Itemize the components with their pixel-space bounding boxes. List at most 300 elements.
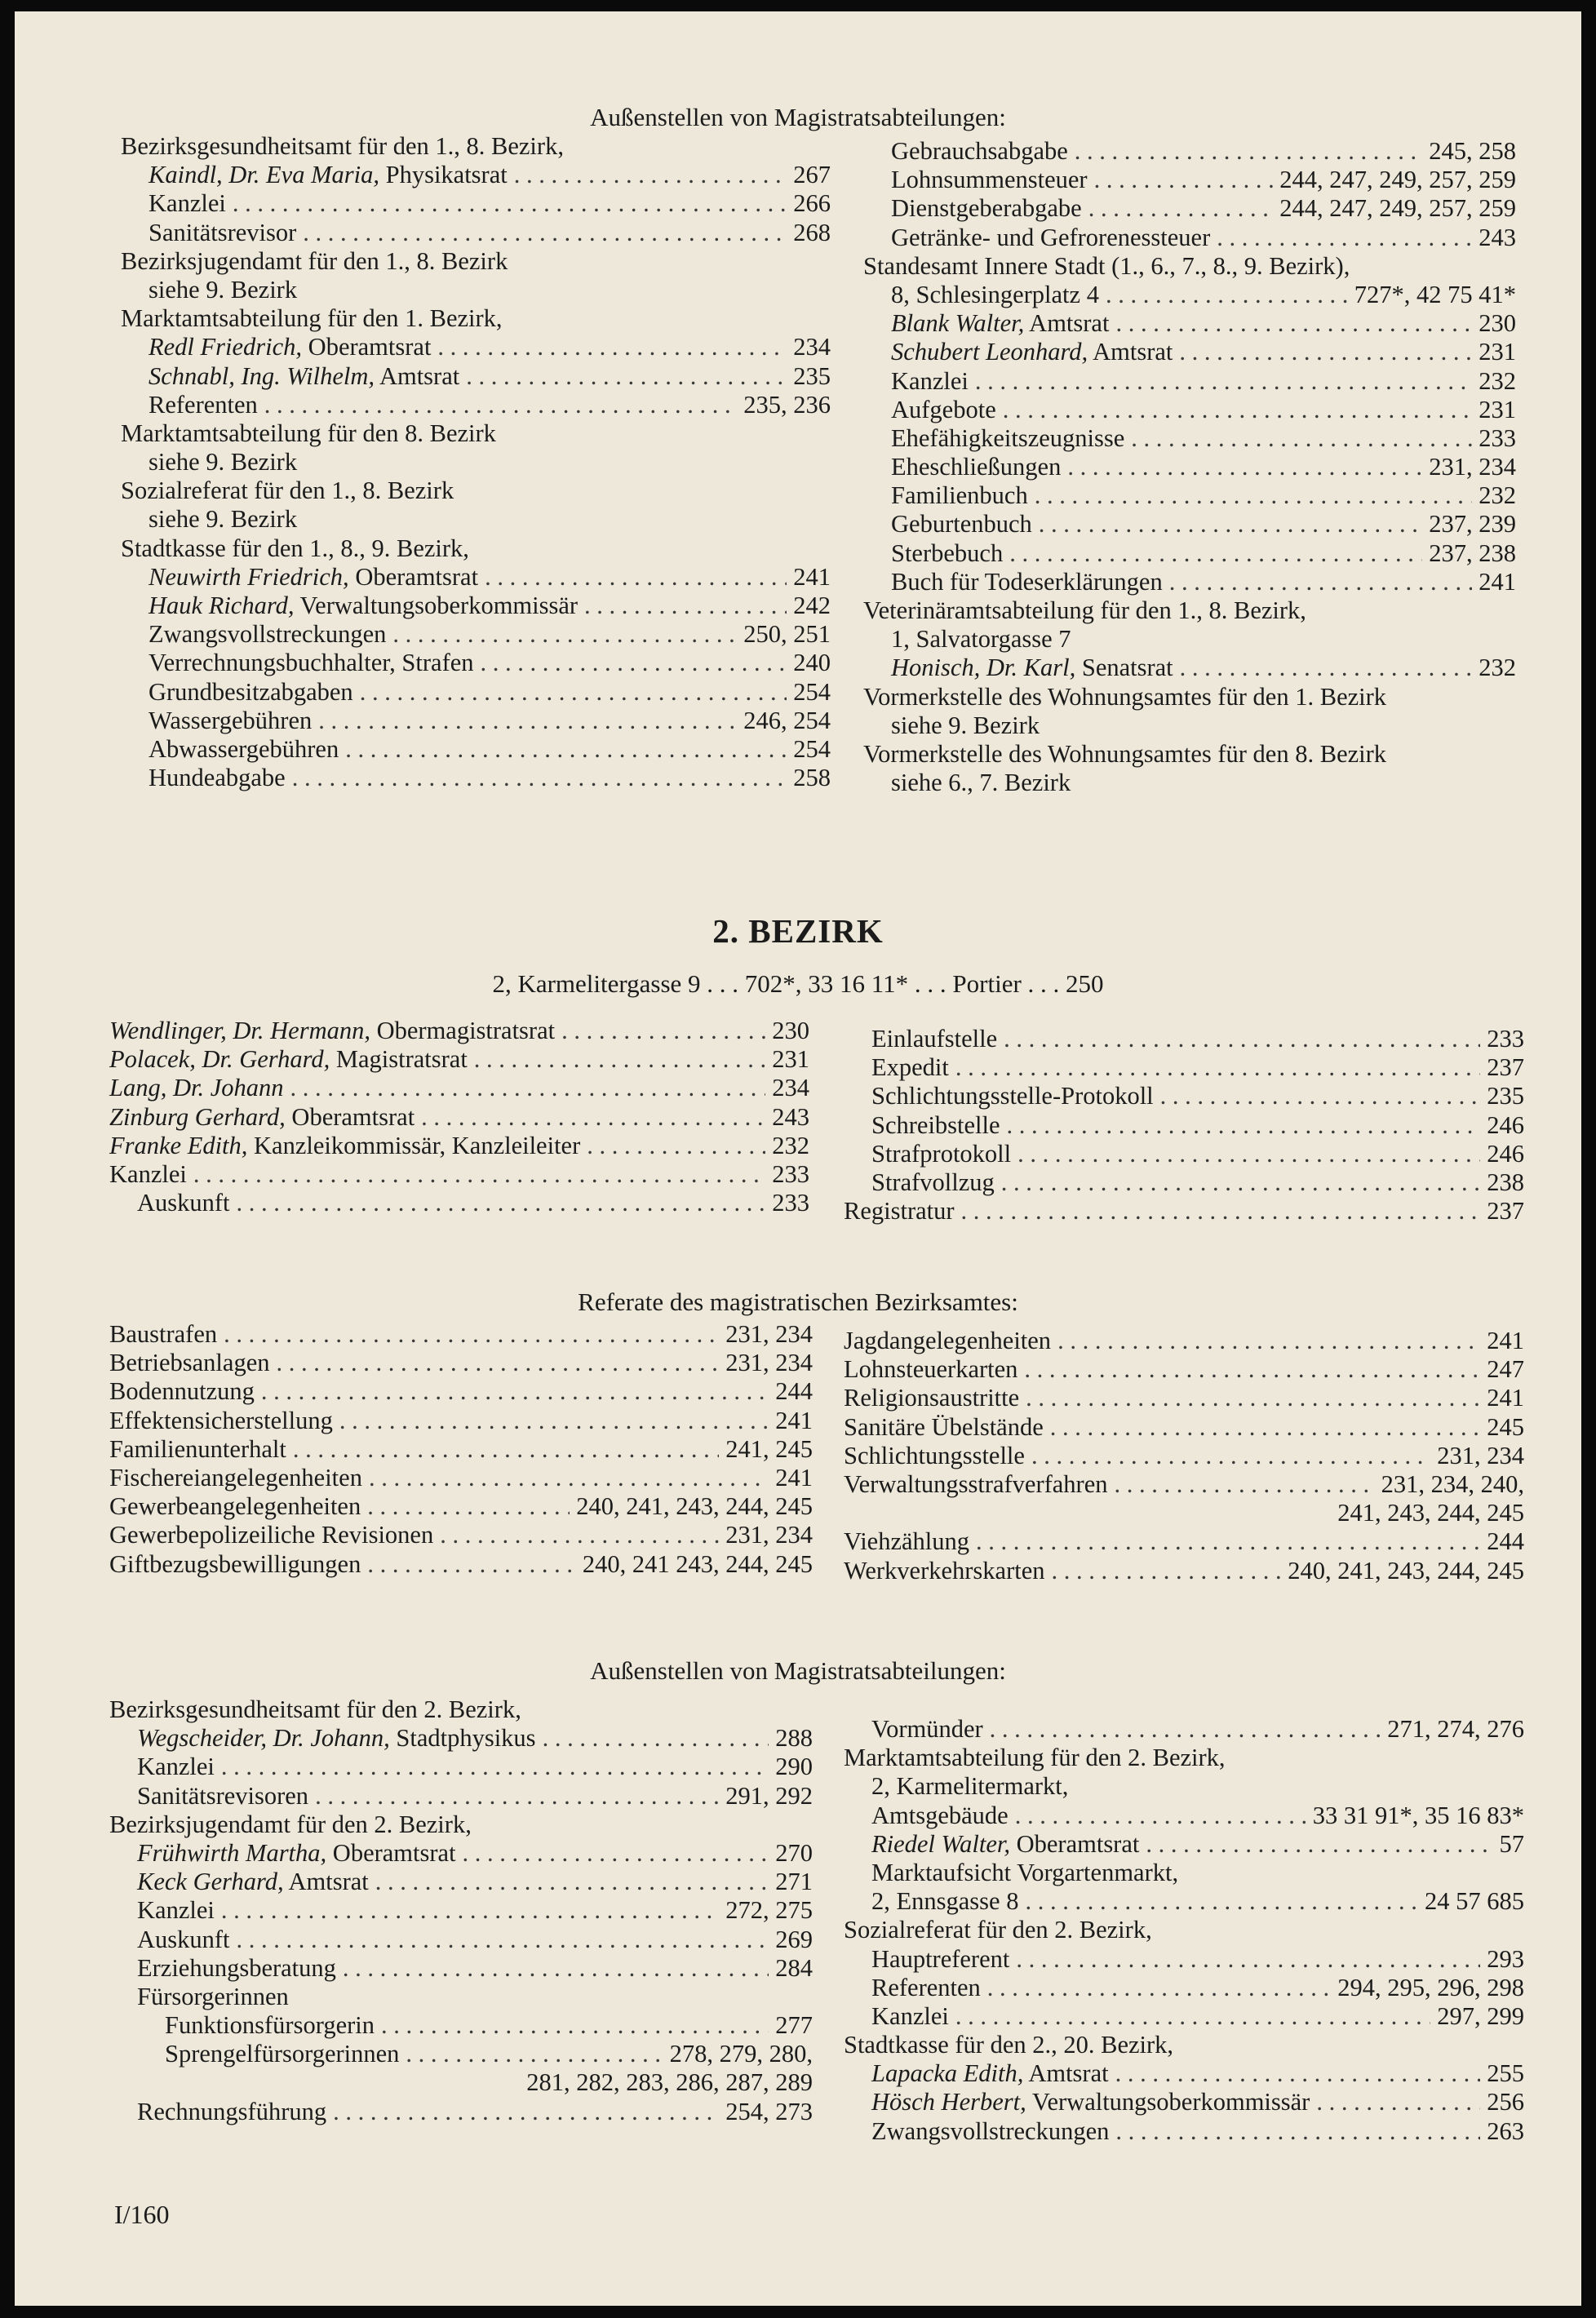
entry-label bbox=[109, 1320, 217, 1349]
entry-label bbox=[871, 1111, 1000, 1140]
entry-row bbox=[844, 1499, 1524, 1527]
entry-row bbox=[863, 252, 1516, 281]
entry-text: Lohnsteuerkarten bbox=[844, 1355, 1018, 1384]
entry-text: 2, Ennsgasse 8 bbox=[871, 1887, 1019, 1916]
entry-text: Oberamtsrat bbox=[326, 1838, 456, 1867]
entry-label bbox=[891, 396, 996, 424]
bottom-right-column bbox=[844, 1715, 1524, 2146]
dot-leader bbox=[1025, 1887, 1418, 1916]
entry-value: 231, 234 bbox=[725, 1349, 813, 1377]
entry-text: Effektensicherstellung bbox=[109, 1406, 333, 1434]
entry-text: Einlaufstelle bbox=[871, 1025, 998, 1053]
entry-value: 238 bbox=[1487, 1168, 1524, 1196]
entry-text: Vormerkstelle des Wohnungsamtes für den 8. Bezirk bbox=[863, 739, 1387, 768]
entry-text: Amtsrat bbox=[1023, 2059, 1109, 2088]
entry-text: siehe 9. Bezirk bbox=[149, 505, 298, 534]
entry-value: 241 bbox=[1487, 1384, 1524, 1412]
entry-label bbox=[891, 510, 1032, 539]
entry-label bbox=[871, 1082, 1154, 1110]
entry-label bbox=[844, 1916, 1152, 1943]
entry-text: Kanzlei bbox=[137, 1896, 215, 1925]
entry-value: 245 bbox=[1487, 1412, 1524, 1441]
top-right-column bbox=[863, 137, 1516, 797]
entry-label bbox=[871, 2059, 1109, 2088]
entry-text: Referenten bbox=[871, 1973, 981, 2001]
entry-text: Kanzlei bbox=[137, 1753, 215, 1781]
entry-label bbox=[149, 592, 578, 620]
entry-value: 241 bbox=[775, 1463, 813, 1491]
entry-value: 233 bbox=[1479, 423, 1516, 452]
entry-row bbox=[121, 764, 831, 792]
dot-leader bbox=[381, 2011, 769, 2040]
entry-text: Familienunterhalt bbox=[109, 1434, 286, 1463]
entry-row bbox=[863, 510, 1516, 539]
entry-text: Hauptreferent bbox=[871, 1944, 1010, 1973]
entry-text: Verwaltungsoberkommissär bbox=[1026, 2088, 1310, 2116]
dot-leader bbox=[955, 2002, 1430, 2031]
entry-label bbox=[109, 1045, 468, 1074]
entry-text: Sozialreferat für den 1., 8. Bezirk bbox=[121, 476, 454, 505]
entry-value: 246 bbox=[1487, 1110, 1524, 1139]
district-address: 2, Karmelitergasse 9 . . . 702*, 33 16 11* . . . Portier . . . 250 bbox=[492, 969, 1104, 998]
entry-value: 241 bbox=[1487, 1327, 1524, 1354]
entry-text: Abwassergebühren bbox=[149, 734, 339, 763]
entry-row bbox=[844, 1384, 1524, 1412]
entry-label bbox=[149, 764, 286, 792]
entry-row bbox=[109, 1189, 809, 1217]
entry-text: Gewerbepolizeiliche Revisionen bbox=[109, 1521, 434, 1549]
person-name: Riedel Walter, bbox=[871, 1829, 1010, 1858]
entry-label bbox=[149, 735, 339, 764]
entry-value: 231, 234 bbox=[725, 1521, 813, 1549]
person-name: Polacek, Dr. Gerhard, bbox=[109, 1045, 330, 1074]
dot-leader bbox=[233, 189, 787, 218]
entry-value: 231 bbox=[1479, 338, 1516, 366]
entry-row bbox=[844, 1527, 1524, 1556]
dot-leader bbox=[315, 1782, 719, 1811]
dot-leader bbox=[237, 1926, 769, 1954]
entry-row bbox=[109, 1550, 813, 1579]
person-name: Zinburg Gerhard, bbox=[109, 1102, 286, 1131]
entry-label bbox=[137, 1868, 369, 1896]
entry-text: Dienstgeberabgabe bbox=[891, 194, 1082, 223]
person-name: Wegscheider, Dr. Johann, bbox=[137, 1724, 390, 1753]
entry-row bbox=[863, 309, 1516, 338]
entry-row bbox=[863, 625, 1516, 654]
dot-leader bbox=[375, 1868, 769, 1896]
entry-label bbox=[109, 1492, 361, 1521]
dot-leader bbox=[584, 592, 787, 620]
entry-label bbox=[137, 1954, 336, 1983]
entry-text: Hundeabgabe bbox=[149, 764, 286, 792]
entry-text: Wassergebühren bbox=[149, 706, 313, 734]
entry-text: Zwangsvollstreckungen bbox=[149, 620, 387, 649]
entry-value: 243 bbox=[772, 1102, 809, 1131]
entry-row bbox=[109, 1435, 813, 1464]
entry-row bbox=[109, 1407, 813, 1435]
entry-value: 244, 247, 249, 257, 259 bbox=[1279, 194, 1516, 223]
person-name: Neuwirth Friedrich, bbox=[149, 562, 349, 591]
entry-label bbox=[121, 132, 564, 160]
entry-value: 232 bbox=[772, 1131, 809, 1159]
entry-text: Marktamtsabteilung für den 1. Bezirk, bbox=[121, 304, 503, 333]
entry-text: Sanitätsrevisoren bbox=[137, 1781, 309, 1810]
dot-leader bbox=[1039, 510, 1422, 539]
entry-label bbox=[891, 137, 1068, 166]
entry-label bbox=[109, 1377, 255, 1406]
entry-text: Stadtphysikus bbox=[389, 1724, 536, 1753]
entry-row bbox=[109, 2011, 813, 2040]
entry-text: siehe 9. Bezirk bbox=[149, 448, 298, 476]
entry-text: Bezirksgesundheitsamt für den 2. Bezirk, bbox=[109, 1695, 521, 1723]
entry-label bbox=[844, 1442, 1025, 1470]
entry-value: 234 bbox=[772, 1074, 809, 1102]
entry-row bbox=[863, 396, 1516, 424]
dot-leader bbox=[292, 764, 787, 792]
entry-row bbox=[109, 1695, 813, 1724]
entry-text: Sterbebuch bbox=[891, 539, 1004, 567]
entry-value: 256 bbox=[1487, 2088, 1524, 2116]
entry-text: 8, Schlesingerplatz 4 bbox=[891, 280, 1099, 308]
entry-row bbox=[844, 1744, 1524, 1772]
entry-row bbox=[121, 189, 831, 218]
entry-label bbox=[109, 1521, 433, 1549]
dot-leader bbox=[224, 1320, 719, 1349]
entry-text: Gebrauchsabgabe bbox=[891, 137, 1068, 165]
entry-row bbox=[109, 1983, 813, 2011]
dot-leader bbox=[360, 678, 787, 707]
entry-row bbox=[109, 1017, 809, 1045]
entry-value: 258 bbox=[793, 764, 831, 792]
entry-value: 245, 258 bbox=[1429, 137, 1516, 165]
entry-value: 230 bbox=[772, 1017, 809, 1044]
entry-label bbox=[149, 391, 258, 419]
entry-value: 254, 273 bbox=[725, 2097, 813, 2125]
dot-leader bbox=[1106, 281, 1348, 309]
entry-value: 255 bbox=[1487, 2059, 1524, 2088]
dot-leader bbox=[437, 333, 787, 361]
entry-value: 244 bbox=[1487, 1527, 1524, 1556]
entry-text: Auskunft bbox=[137, 1189, 230, 1217]
dot-leader bbox=[976, 1527, 1480, 1556]
entry-row bbox=[121, 735, 831, 764]
dot-leader bbox=[1160, 1082, 1481, 1110]
entry-label bbox=[871, 2002, 949, 2031]
entry-row bbox=[844, 1197, 1524, 1225]
entry-value: 240, 241, 243, 244, 245 bbox=[576, 1492, 813, 1521]
entry-label bbox=[109, 1407, 333, 1435]
referate-right-column bbox=[844, 1327, 1524, 1585]
dot-leader bbox=[264, 391, 737, 419]
entry-row bbox=[863, 424, 1516, 453]
entry-value: 241, 245 bbox=[725, 1434, 813, 1463]
entry-value: 237 bbox=[1487, 1053, 1524, 1082]
person-name: Schubert Leonhard, bbox=[891, 338, 1088, 366]
entry-label bbox=[109, 1811, 472, 1838]
entry-row bbox=[844, 1168, 1524, 1197]
entry-value: 232 bbox=[1479, 481, 1516, 510]
dot-leader bbox=[1007, 1111, 1481, 1140]
entry-text: Bezirksjugendamt für den 1., 8. Bezirk bbox=[121, 246, 508, 275]
entry-value: 232 bbox=[1479, 654, 1516, 682]
entry-label bbox=[891, 309, 1109, 338]
entry-value: 235, 236 bbox=[743, 390, 831, 419]
entry-label bbox=[149, 563, 478, 592]
entry-row bbox=[121, 678, 831, 707]
dot-leader bbox=[1169, 568, 1473, 596]
entry-value: 242 bbox=[793, 592, 831, 619]
entry-text: Kanzlei bbox=[871, 2001, 949, 2030]
entry-value: 234 bbox=[793, 333, 831, 361]
entry-row bbox=[863, 281, 1516, 309]
entry-label bbox=[121, 476, 454, 504]
entry-label bbox=[149, 333, 431, 361]
entry-row bbox=[109, 2068, 813, 2097]
entry-value: 281, 282, 283, 286, 287, 289 bbox=[526, 2068, 813, 2097]
entry-label bbox=[109, 1550, 361, 1579]
entry-text: Amtsrat bbox=[375, 361, 460, 390]
entry-label bbox=[844, 1413, 1044, 1442]
dot-leader bbox=[290, 1074, 766, 1102]
entry-label bbox=[891, 194, 1082, 223]
dot-leader bbox=[955, 1053, 1480, 1082]
entry-label bbox=[891, 453, 1061, 481]
entry-value: 288 bbox=[775, 1724, 813, 1753]
dot-leader bbox=[276, 1349, 719, 1377]
entry-row bbox=[121, 391, 831, 419]
section-heading-bottom: Außenstellen von Magistratsabteilungen: bbox=[590, 1656, 1006, 1685]
entry-label bbox=[137, 1896, 215, 1925]
entry-label bbox=[109, 1160, 187, 1189]
person-name: Blank Walter, bbox=[891, 309, 1025, 338]
entry-row bbox=[844, 2031, 1524, 2059]
dot-leader bbox=[514, 161, 787, 189]
entry-label bbox=[137, 2098, 326, 2126]
entry-value: 244 bbox=[775, 1377, 813, 1406]
dot-leader bbox=[1131, 424, 1472, 453]
entry-value: 231 bbox=[772, 1045, 809, 1074]
dot-leader bbox=[1179, 338, 1472, 366]
entry-row bbox=[121, 276, 831, 304]
entry-row bbox=[844, 1772, 1524, 1801]
dot-leader bbox=[193, 1160, 765, 1189]
entry-label bbox=[149, 189, 226, 218]
entry-row bbox=[844, 1053, 1524, 1082]
entry-value: 33 31 91*, 35 16 83* bbox=[1312, 1801, 1524, 1829]
entry-row bbox=[109, 1132, 809, 1160]
entry-value: 290 bbox=[775, 1753, 813, 1781]
entry-value: 254 bbox=[793, 677, 831, 706]
entry-label bbox=[121, 419, 496, 447]
entry-text: Obermagistratsrat bbox=[370, 1017, 556, 1044]
entry-label bbox=[109, 1132, 580, 1160]
entry-text: Funktionsfürsorgerin bbox=[165, 2011, 375, 2040]
entry-text: Standesamt Innere Stadt (1., 6., 7., 8., 9. Bezirk), bbox=[863, 251, 1350, 280]
staff-right-column bbox=[844, 1025, 1524, 1225]
entry-row bbox=[109, 1464, 813, 1492]
entry-row bbox=[109, 1103, 809, 1132]
entry-row bbox=[844, 2002, 1524, 2031]
entry-row bbox=[863, 338, 1516, 366]
entry-label bbox=[109, 1349, 269, 1377]
entry-label bbox=[149, 649, 474, 677]
entry-text: Zwangsvollstreckungen bbox=[871, 2116, 1110, 2145]
entry-label bbox=[863, 683, 1386, 711]
dot-leader bbox=[421, 1103, 765, 1132]
dot-leader bbox=[1115, 309, 1472, 338]
dot-leader bbox=[1035, 481, 1473, 510]
entry-row bbox=[863, 166, 1516, 194]
dot-leader bbox=[1115, 1470, 1375, 1499]
entry-row bbox=[109, 1160, 809, 1189]
entry-row bbox=[844, 1327, 1524, 1355]
person-name: Frühwirth Martha, bbox=[137, 1838, 327, 1867]
dot-leader bbox=[975, 367, 1472, 396]
entry-label bbox=[891, 338, 1173, 366]
entry-row bbox=[863, 568, 1516, 596]
entry-text: Referenten bbox=[149, 390, 258, 419]
entry-value: 240 bbox=[793, 649, 831, 677]
dot-leader bbox=[587, 1132, 765, 1160]
dot-leader bbox=[367, 1492, 570, 1521]
entry-value: 231, 234 bbox=[1437, 1441, 1524, 1469]
dot-leader bbox=[466, 362, 787, 391]
entry-value: 272, 275 bbox=[725, 1896, 813, 1925]
entry-row bbox=[844, 2088, 1524, 2116]
entry-row bbox=[844, 1859, 1524, 1887]
entry-value: 240, 241 243, 244, 245 bbox=[582, 1549, 813, 1578]
dot-leader bbox=[1004, 1025, 1480, 1053]
dot-leader bbox=[406, 2040, 663, 2068]
entry-label bbox=[844, 1384, 1019, 1412]
entry-text: Strafvollzug bbox=[871, 1168, 995, 1196]
dot-leader bbox=[1026, 1384, 1480, 1412]
entry-label bbox=[871, 2088, 1310, 2116]
entry-row bbox=[121, 304, 831, 333]
entry-text: Marktamtsabteilung für den 8. Bezirk bbox=[121, 419, 496, 447]
entry-label bbox=[891, 711, 1040, 739]
entry-row bbox=[109, 1492, 813, 1521]
entry-value: 231 bbox=[1479, 395, 1516, 423]
entry-text: Bodennutzung bbox=[109, 1377, 255, 1406]
entry-label bbox=[137, 1724, 536, 1753]
entry-label bbox=[109, 1695, 521, 1723]
entry-text: siehe 6., 7. Bezirk bbox=[891, 769, 1071, 797]
entry-row bbox=[109, 1074, 809, 1102]
dot-leader bbox=[1052, 1557, 1282, 1585]
entry-row bbox=[109, 1839, 813, 1868]
dot-leader bbox=[1146, 1830, 1492, 1859]
entry-row bbox=[844, 2117, 1524, 2146]
entry-label bbox=[149, 678, 353, 707]
entry-label bbox=[137, 1782, 308, 1811]
entry-label bbox=[863, 596, 1306, 624]
person-name: Hauk Richard, bbox=[149, 592, 295, 619]
entry-value: 293 bbox=[1487, 1944, 1524, 1973]
entry-row bbox=[121, 219, 831, 247]
dot-leader bbox=[392, 620, 737, 649]
entry-text: Sprengelfürsorgerinnen bbox=[165, 2040, 400, 2068]
entry-label bbox=[149, 620, 386, 649]
entry-label bbox=[891, 424, 1124, 453]
entry-text: Giftbezugsbewilligungen bbox=[109, 1549, 361, 1578]
person-name: Kaindl, Dr. Eva Maria, bbox=[149, 161, 379, 189]
entry-row bbox=[863, 224, 1516, 252]
entry-value: 267 bbox=[793, 161, 831, 189]
entry-row bbox=[109, 1377, 813, 1406]
entry-row bbox=[121, 505, 831, 534]
entry-row bbox=[863, 367, 1516, 396]
entry-row bbox=[121, 592, 831, 620]
entry-row bbox=[844, 1355, 1524, 1384]
entry-row bbox=[844, 1916, 1524, 1944]
entry-row bbox=[109, 1320, 813, 1349]
person-name: Honisch, Dr. Karl, bbox=[891, 654, 1076, 682]
entry-value: 233 bbox=[772, 1189, 809, 1217]
entry-label bbox=[165, 2040, 399, 2068]
entry-row bbox=[863, 769, 1516, 797]
entry-row bbox=[844, 1442, 1524, 1470]
dot-leader bbox=[961, 1197, 1481, 1225]
entry-row bbox=[844, 1413, 1524, 1442]
entry-row bbox=[121, 333, 831, 361]
entry-label bbox=[844, 1327, 1051, 1355]
entry-text: Verwaltungsstrafverfahren bbox=[844, 1469, 1108, 1498]
entry-value: 266 bbox=[793, 189, 831, 218]
dot-leader bbox=[481, 649, 787, 677]
entry-row bbox=[121, 132, 831, 161]
entry-value: 231, 234 bbox=[1429, 453, 1516, 481]
entry-value: 284 bbox=[775, 1953, 813, 1982]
entry-text: Amtsrat bbox=[283, 1868, 369, 1896]
referate-heading: Referate des magistratischen Bezirksamtes: bbox=[578, 1288, 1018, 1316]
entry-label bbox=[891, 654, 1173, 682]
entry-value: 278, 279, 280, bbox=[669, 2040, 813, 2068]
dot-leader bbox=[990, 1715, 1381, 1744]
entry-text: Stadtkasse für den 2., 20. Bezirk, bbox=[844, 2031, 1174, 2059]
dot-leader bbox=[1217, 224, 1472, 252]
entry-value: 246, 254 bbox=[743, 706, 831, 734]
entry-label bbox=[871, 1053, 949, 1082]
dot-leader bbox=[1075, 137, 1422, 166]
entry-row bbox=[109, 2040, 813, 2068]
section-heading-top: Außenstellen von Magistratsabteilungen: bbox=[590, 103, 1006, 131]
entry-label bbox=[844, 2031, 1173, 2059]
entry-row bbox=[863, 596, 1516, 625]
entry-text: Werkverkehrskarten bbox=[844, 1556, 1045, 1584]
entry-label bbox=[109, 1074, 284, 1102]
entry-label bbox=[891, 539, 1003, 568]
person-name: Redl Friedrich, bbox=[149, 333, 303, 361]
entry-label bbox=[891, 281, 1099, 309]
entry-value: 246 bbox=[1487, 1139, 1524, 1168]
entry-text: Erziehungsberatung bbox=[137, 1953, 336, 1982]
entry-text: Schlichtungsstelle-Protokoll bbox=[871, 1082, 1154, 1110]
entry-text: Kanzlei bbox=[109, 1159, 187, 1188]
dot-leader bbox=[543, 1724, 769, 1753]
entry-row bbox=[121, 419, 831, 448]
dot-leader bbox=[1015, 1802, 1306, 1830]
entry-text: Schreibstelle bbox=[871, 1110, 1000, 1139]
entry-label bbox=[109, 1103, 415, 1132]
entry-row bbox=[109, 1753, 813, 1781]
dot-leader bbox=[1003, 396, 1473, 424]
entry-value: 241, 243, 244, 245 bbox=[1337, 1499, 1524, 1527]
entry-label bbox=[871, 1715, 983, 1744]
dot-leader bbox=[261, 1377, 769, 1406]
entry-label bbox=[891, 625, 1071, 653]
entry-text: Grundbesitzabgaben bbox=[149, 677, 353, 706]
